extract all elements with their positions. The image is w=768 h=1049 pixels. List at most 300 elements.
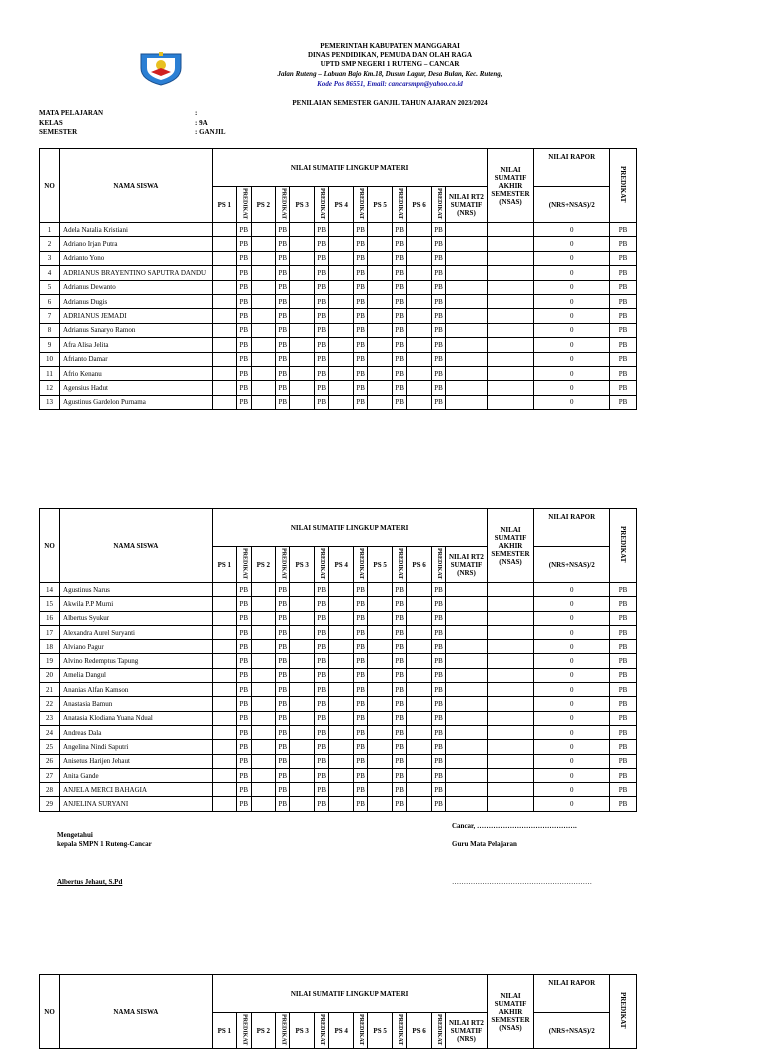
ps1-predikat: PB bbox=[237, 711, 251, 725]
column-header-nsas: NILAI SUMATIF AKHIR SEMESTER (NSAS) bbox=[487, 149, 534, 223]
row-number: 14 bbox=[40, 583, 60, 597]
ps3-score[interactable] bbox=[290, 711, 314, 725]
ps4-score[interactable] bbox=[329, 597, 353, 611]
nrs-score[interactable] bbox=[446, 583, 487, 597]
ps2-predikat: PB bbox=[276, 280, 290, 294]
rapor-score: 0 bbox=[534, 754, 610, 768]
ps3-score[interactable] bbox=[290, 783, 314, 797]
ps4-score[interactable] bbox=[329, 352, 353, 366]
subject-label: MATA PELAJARAN bbox=[39, 109, 104, 117]
ps4-score[interactable] bbox=[329, 768, 353, 782]
predikat-label: PREDIKAT bbox=[436, 187, 443, 220]
ps5-score[interactable] bbox=[368, 223, 392, 237]
ps2-score[interactable] bbox=[251, 768, 275, 782]
nrs-score[interactable] bbox=[446, 640, 487, 654]
ps6-score[interactable] bbox=[407, 754, 431, 768]
ps3-score[interactable] bbox=[290, 352, 314, 366]
ps1-score[interactable] bbox=[212, 223, 236, 237]
nrs-score[interactable] bbox=[446, 323, 487, 337]
nsas-score[interactable] bbox=[487, 711, 534, 725]
ps3-score[interactable] bbox=[290, 725, 314, 739]
nrs-score[interactable] bbox=[446, 352, 487, 366]
ps4-score[interactable] bbox=[329, 668, 353, 682]
nrs-score[interactable] bbox=[446, 668, 487, 682]
ps2-score[interactable] bbox=[251, 597, 275, 611]
ps2-score[interactable] bbox=[251, 783, 275, 797]
ps1-score[interactable] bbox=[212, 697, 236, 711]
ps1-score[interactable] bbox=[212, 797, 236, 811]
ps5-score[interactable] bbox=[368, 668, 392, 682]
ps5-score[interactable] bbox=[368, 597, 392, 611]
ps6-score[interactable] bbox=[407, 640, 431, 654]
ps6-score[interactable] bbox=[407, 309, 431, 323]
ps5-score[interactable] bbox=[368, 237, 392, 251]
ps5-score[interactable] bbox=[368, 683, 392, 697]
ps2-score[interactable] bbox=[251, 725, 275, 739]
nrs-score[interactable] bbox=[446, 597, 487, 611]
ps1-score[interactable] bbox=[212, 352, 236, 366]
nrs-score[interactable] bbox=[446, 266, 487, 280]
ps2-score[interactable] bbox=[251, 223, 275, 237]
ps5-score[interactable] bbox=[368, 725, 392, 739]
ps1-predikat: PB bbox=[237, 366, 251, 380]
ps2-score[interactable] bbox=[251, 266, 275, 280]
nsas-score[interactable] bbox=[487, 697, 534, 711]
column-header-predikat-5 bbox=[392, 187, 406, 223]
ps4-score[interactable] bbox=[329, 395, 353, 409]
ps2-score[interactable] bbox=[251, 754, 275, 768]
nrs-score[interactable] bbox=[446, 294, 487, 308]
student-name: Adela Natalia Kristiani bbox=[60, 223, 213, 237]
ps5-score[interactable] bbox=[368, 309, 392, 323]
ps6-score[interactable] bbox=[407, 597, 431, 611]
ps5-score[interactable] bbox=[368, 366, 392, 380]
ps1-score[interactable] bbox=[212, 711, 236, 725]
ps5-score[interactable] bbox=[368, 323, 392, 337]
nrs-score[interactable] bbox=[446, 683, 487, 697]
column-header-ps6: PS 6 bbox=[407, 1013, 431, 1049]
ps2-score[interactable] bbox=[251, 381, 275, 395]
table-row bbox=[40, 725, 637, 739]
ps2-score[interactable] bbox=[251, 668, 275, 682]
ps5-predikat: PB bbox=[392, 323, 406, 337]
ps6-score[interactable] bbox=[407, 366, 431, 380]
final-predikat: PB bbox=[610, 668, 637, 682]
nsas-score[interactable] bbox=[487, 640, 534, 654]
ps3-predikat: PB bbox=[314, 352, 328, 366]
nrs-score[interactable] bbox=[446, 783, 487, 797]
ps5-score[interactable] bbox=[368, 783, 392, 797]
ps2-score[interactable] bbox=[251, 237, 275, 251]
ps6-score[interactable] bbox=[407, 625, 431, 639]
rapor-score: 0 bbox=[534, 611, 610, 625]
ps1-score[interactable] bbox=[212, 625, 236, 639]
ps3-score[interactable] bbox=[290, 266, 314, 280]
ps1-score[interactable] bbox=[212, 654, 236, 668]
ps6-score[interactable] bbox=[407, 740, 431, 754]
ps5-score[interactable] bbox=[368, 797, 392, 811]
ps6-score[interactable] bbox=[407, 797, 431, 811]
ps6-score[interactable] bbox=[407, 338, 431, 352]
ps5-score[interactable] bbox=[368, 754, 392, 768]
ps5-predikat: PB bbox=[392, 711, 406, 725]
ps6-score[interactable] bbox=[407, 668, 431, 682]
ps5-score[interactable] bbox=[368, 266, 392, 280]
ps3-predikat: PB bbox=[314, 797, 328, 811]
final-predikat: PB bbox=[610, 768, 637, 782]
ps3-score[interactable] bbox=[290, 625, 314, 639]
ps1-score[interactable] bbox=[212, 323, 236, 337]
nrs-score[interactable] bbox=[446, 395, 487, 409]
ps2-score[interactable] bbox=[251, 251, 275, 265]
ps1-predikat: PB bbox=[237, 683, 251, 697]
ps4-score[interactable] bbox=[329, 783, 353, 797]
ps4-score[interactable] bbox=[329, 309, 353, 323]
ps1-score[interactable] bbox=[212, 754, 236, 768]
ps2-score[interactable] bbox=[251, 294, 275, 308]
ps3-score[interactable] bbox=[290, 366, 314, 380]
ps1-score[interactable] bbox=[212, 366, 236, 380]
nsas-score[interactable] bbox=[487, 237, 534, 251]
ps5-score[interactable] bbox=[368, 395, 392, 409]
semester-value: : GANJIL bbox=[195, 128, 226, 136]
ps1-score[interactable] bbox=[212, 266, 236, 280]
nrs-score[interactable] bbox=[446, 237, 487, 251]
ps3-score[interactable] bbox=[290, 309, 314, 323]
rapor-score: 0 bbox=[534, 352, 610, 366]
ps6-predikat: PB bbox=[431, 223, 445, 237]
ps5-score[interactable] bbox=[368, 640, 392, 654]
ps4-score[interactable] bbox=[329, 251, 353, 265]
nrs-score[interactable] bbox=[446, 251, 487, 265]
predikat-label: PREDIKAT bbox=[241, 187, 248, 220]
ps2-score[interactable] bbox=[251, 583, 275, 597]
nsas-score[interactable] bbox=[487, 323, 534, 337]
ps3-score[interactable] bbox=[290, 697, 314, 711]
ps4-score[interactable] bbox=[329, 381, 353, 395]
ps3-score[interactable] bbox=[290, 654, 314, 668]
ps6-score[interactable] bbox=[407, 294, 431, 308]
ps4-score[interactable] bbox=[329, 754, 353, 768]
nsas-score[interactable] bbox=[487, 654, 534, 668]
ps5-score[interactable] bbox=[368, 583, 392, 597]
column-header-name: NAMA SISWA bbox=[60, 509, 213, 583]
rapor-score: 0 bbox=[534, 711, 610, 725]
ps6-score[interactable] bbox=[407, 583, 431, 597]
ps5-score[interactable] bbox=[368, 251, 392, 265]
ps5-score[interactable] bbox=[368, 280, 392, 294]
ps6-score[interactable] bbox=[407, 725, 431, 739]
rapor-score: 0 bbox=[534, 640, 610, 654]
ps2-score[interactable] bbox=[251, 323, 275, 337]
nrs-score[interactable] bbox=[446, 797, 487, 811]
ps3-score[interactable] bbox=[290, 611, 314, 625]
nrs-score[interactable] bbox=[446, 309, 487, 323]
nrs-score[interactable] bbox=[446, 366, 487, 380]
ps1-score[interactable] bbox=[212, 597, 236, 611]
ps6-predikat: PB bbox=[431, 640, 445, 654]
ps2-score[interactable] bbox=[251, 352, 275, 366]
ps6-score[interactable] bbox=[407, 381, 431, 395]
grade-table bbox=[39, 508, 637, 812]
nsas-score[interactable] bbox=[487, 381, 534, 395]
table-row bbox=[40, 740, 637, 754]
ps3-score[interactable] bbox=[290, 280, 314, 294]
nrs-score[interactable] bbox=[446, 654, 487, 668]
nsas-score[interactable] bbox=[487, 725, 534, 739]
student-name: Albertus Syukur bbox=[60, 611, 213, 625]
ps4-score[interactable] bbox=[329, 640, 353, 654]
ps6-score[interactable] bbox=[407, 611, 431, 625]
table-row bbox=[40, 597, 637, 611]
ps2-score[interactable] bbox=[251, 625, 275, 639]
nrs-score[interactable] bbox=[446, 338, 487, 352]
ps5-score[interactable] bbox=[368, 740, 392, 754]
ps1-score[interactable] bbox=[212, 640, 236, 654]
ps3-score[interactable] bbox=[290, 668, 314, 682]
nsas-score[interactable] bbox=[487, 783, 534, 797]
ps2-score[interactable] bbox=[251, 683, 275, 697]
ps3-score[interactable] bbox=[290, 381, 314, 395]
row-number: 19 bbox=[40, 654, 60, 668]
nrs-score[interactable] bbox=[446, 611, 487, 625]
nrs-score[interactable] bbox=[446, 711, 487, 725]
nsas-score[interactable] bbox=[487, 683, 534, 697]
ps3-score[interactable] bbox=[290, 683, 314, 697]
ps1-score[interactable] bbox=[212, 280, 236, 294]
ps5-score[interactable] bbox=[368, 697, 392, 711]
ps4-predikat: PB bbox=[353, 338, 367, 352]
nsas-score[interactable] bbox=[487, 395, 534, 409]
ps3-predikat: PB bbox=[314, 783, 328, 797]
ps3-score[interactable] bbox=[290, 754, 314, 768]
ps6-score[interactable] bbox=[407, 683, 431, 697]
semester-label: SEMESTER bbox=[39, 128, 78, 136]
nsas-score[interactable] bbox=[487, 352, 534, 366]
row-number: 12 bbox=[40, 381, 60, 395]
ps3-score[interactable] bbox=[290, 395, 314, 409]
nsas-score[interactable] bbox=[487, 280, 534, 294]
ps4-score[interactable] bbox=[329, 711, 353, 725]
ps1-predikat: PB bbox=[237, 640, 251, 654]
ps5-score[interactable] bbox=[368, 654, 392, 668]
ps4-score[interactable] bbox=[329, 683, 353, 697]
ps5-score[interactable] bbox=[368, 352, 392, 366]
ps4-score[interactable] bbox=[329, 583, 353, 597]
ps6-score[interactable] bbox=[407, 768, 431, 782]
nsas-score[interactable] bbox=[487, 251, 534, 265]
row-number: 3 bbox=[40, 251, 60, 265]
ps2-score[interactable] bbox=[251, 395, 275, 409]
ps6-score[interactable] bbox=[407, 280, 431, 294]
column-header-predikat-3 bbox=[314, 187, 328, 223]
nrs-score[interactable] bbox=[446, 740, 487, 754]
ps6-score[interactable] bbox=[407, 223, 431, 237]
rapor-score: 0 bbox=[534, 251, 610, 265]
ps6-score[interactable] bbox=[407, 266, 431, 280]
ps2-score[interactable] bbox=[251, 280, 275, 294]
header-line-department: DINAS PENDIDIKAN, PEMUDA DAN OLAH RAGA bbox=[307, 51, 473, 59]
ps2-score[interactable] bbox=[251, 654, 275, 668]
ps2-score[interactable] bbox=[251, 697, 275, 711]
ps4-score[interactable] bbox=[329, 625, 353, 639]
nsas-score[interactable] bbox=[487, 611, 534, 625]
nrs-score[interactable] bbox=[446, 754, 487, 768]
nrs-score[interactable] bbox=[446, 381, 487, 395]
ps6-score[interactable] bbox=[407, 697, 431, 711]
ps5-predikat: PB bbox=[392, 625, 406, 639]
rapor-score: 0 bbox=[534, 668, 610, 682]
ps4-score[interactable] bbox=[329, 294, 353, 308]
ps5-score[interactable] bbox=[368, 611, 392, 625]
ps2-predikat: PB bbox=[276, 683, 290, 697]
ps4-score[interactable] bbox=[329, 697, 353, 711]
ps3-score[interactable] bbox=[290, 251, 314, 265]
nsas-score[interactable] bbox=[487, 768, 534, 782]
row-number: 25 bbox=[40, 740, 60, 754]
ps1-score[interactable] bbox=[212, 251, 236, 265]
ps3-score[interactable] bbox=[290, 797, 314, 811]
nsas-score[interactable] bbox=[487, 740, 534, 754]
ps5-score[interactable] bbox=[368, 338, 392, 352]
ps4-predikat: PB bbox=[353, 640, 367, 654]
ps3-score[interactable] bbox=[290, 740, 314, 754]
nsas-score[interactable] bbox=[487, 754, 534, 768]
ps1-score[interactable] bbox=[212, 768, 236, 782]
rapor-score: 0 bbox=[534, 625, 610, 639]
ps4-score[interactable] bbox=[329, 266, 353, 280]
nsas-score[interactable] bbox=[487, 266, 534, 280]
ps3-score[interactable] bbox=[290, 223, 314, 237]
ps4-score[interactable] bbox=[329, 654, 353, 668]
nsas-score[interactable] bbox=[487, 597, 534, 611]
ps3-score[interactable] bbox=[290, 237, 314, 251]
ps1-predikat: PB bbox=[237, 625, 251, 639]
ps6-score[interactable] bbox=[407, 711, 431, 725]
ps5-predikat: PB bbox=[392, 683, 406, 697]
nsas-score[interactable] bbox=[487, 366, 534, 380]
ps2-score[interactable] bbox=[251, 797, 275, 811]
ps4-score[interactable] bbox=[329, 237, 353, 251]
student-name: Anatasia Klodiana Yuana Ndual bbox=[60, 711, 213, 725]
ps3-score[interactable] bbox=[290, 294, 314, 308]
ps1-score[interactable] bbox=[212, 783, 236, 797]
ps4-predikat: PB bbox=[353, 625, 367, 639]
student-name: ADRIANUS JEMADI bbox=[60, 309, 213, 323]
ps4-predikat: PB bbox=[353, 309, 367, 323]
column-header-rapor: NILAI RAPOR bbox=[534, 975, 610, 1013]
ps4-score[interactable] bbox=[329, 280, 353, 294]
nrs-score[interactable] bbox=[446, 697, 487, 711]
nsas-score[interactable] bbox=[487, 625, 534, 639]
predikat-label: PREDIKAT bbox=[397, 1013, 404, 1046]
ps1-score[interactable] bbox=[212, 309, 236, 323]
ps4-score[interactable] bbox=[329, 797, 353, 811]
ps5-score[interactable] bbox=[368, 625, 392, 639]
ps2-score[interactable] bbox=[251, 366, 275, 380]
nrs-score[interactable] bbox=[446, 223, 487, 237]
ps2-score[interactable] bbox=[251, 740, 275, 754]
ps3-score[interactable] bbox=[290, 640, 314, 654]
ps1-score[interactable] bbox=[212, 740, 236, 754]
row-number: 22 bbox=[40, 697, 60, 711]
ps6-score[interactable] bbox=[407, 352, 431, 366]
ps1-score[interactable] bbox=[212, 583, 236, 597]
ps1-score[interactable] bbox=[212, 237, 236, 251]
student-name: Agustinus Gardelon Purnama bbox=[60, 395, 213, 409]
ps4-score[interactable] bbox=[329, 366, 353, 380]
ps4-predikat: PB bbox=[353, 683, 367, 697]
ps2-score[interactable] bbox=[251, 640, 275, 654]
nsas-score[interactable] bbox=[487, 223, 534, 237]
nrs-score[interactable] bbox=[446, 625, 487, 639]
ps3-score[interactable] bbox=[290, 597, 314, 611]
ps1-score[interactable] bbox=[212, 611, 236, 625]
ps5-score[interactable] bbox=[368, 381, 392, 395]
ps3-score[interactable] bbox=[290, 323, 314, 337]
ps1-score[interactable] bbox=[212, 338, 236, 352]
ps5-score[interactable] bbox=[368, 711, 392, 725]
ps6-predikat: PB bbox=[431, 309, 445, 323]
ps6-predikat: PB bbox=[431, 338, 445, 352]
ps1-score[interactable] bbox=[212, 683, 236, 697]
ps4-score[interactable] bbox=[329, 338, 353, 352]
ps4-score[interactable] bbox=[329, 323, 353, 337]
ps5-predikat: PB bbox=[392, 654, 406, 668]
nsas-score[interactable] bbox=[487, 668, 534, 682]
ps1-score[interactable] bbox=[212, 395, 236, 409]
ps3-score[interactable] bbox=[290, 583, 314, 597]
ps6-score[interactable] bbox=[407, 395, 431, 409]
ps2-predikat: PB bbox=[276, 583, 290, 597]
nsas-score[interactable] bbox=[487, 583, 534, 597]
nsas-score[interactable] bbox=[487, 338, 534, 352]
nrs-score[interactable] bbox=[446, 280, 487, 294]
ps1-predikat: PB bbox=[237, 352, 251, 366]
ps3-score[interactable] bbox=[290, 338, 314, 352]
column-header-predikat-4 bbox=[353, 187, 367, 223]
ps2-score[interactable] bbox=[251, 309, 275, 323]
ps1-score[interactable] bbox=[212, 725, 236, 739]
ps6-score[interactable] bbox=[407, 783, 431, 797]
ps4-score[interactable] bbox=[329, 725, 353, 739]
nsas-score[interactable] bbox=[487, 294, 534, 308]
ps6-score[interactable] bbox=[407, 251, 431, 265]
ps5-score[interactable] bbox=[368, 294, 392, 308]
ps6-score[interactable] bbox=[407, 323, 431, 337]
ps4-score[interactable] bbox=[329, 611, 353, 625]
ps1-score[interactable] bbox=[212, 294, 236, 308]
ps2-score[interactable] bbox=[251, 611, 275, 625]
nsas-score[interactable] bbox=[487, 797, 534, 811]
nrs-score[interactable] bbox=[446, 725, 487, 739]
nrs-score[interactable] bbox=[446, 768, 487, 782]
ps2-score[interactable] bbox=[251, 338, 275, 352]
column-header-ps1: PS 1 bbox=[212, 547, 236, 583]
ps4-score[interactable] bbox=[329, 223, 353, 237]
ps6-score[interactable] bbox=[407, 237, 431, 251]
ps4-score[interactable] bbox=[329, 740, 353, 754]
ps3-score[interactable] bbox=[290, 768, 314, 782]
ps1-score[interactable] bbox=[212, 668, 236, 682]
ps6-score[interactable] bbox=[407, 654, 431, 668]
ps5-score[interactable] bbox=[368, 768, 392, 782]
predikat-label: PREDIKAT bbox=[358, 547, 365, 580]
nsas-score[interactable] bbox=[487, 309, 534, 323]
rapor-score: 0 bbox=[534, 697, 610, 711]
ps1-score[interactable] bbox=[212, 381, 236, 395]
ps2-score[interactable] bbox=[251, 711, 275, 725]
